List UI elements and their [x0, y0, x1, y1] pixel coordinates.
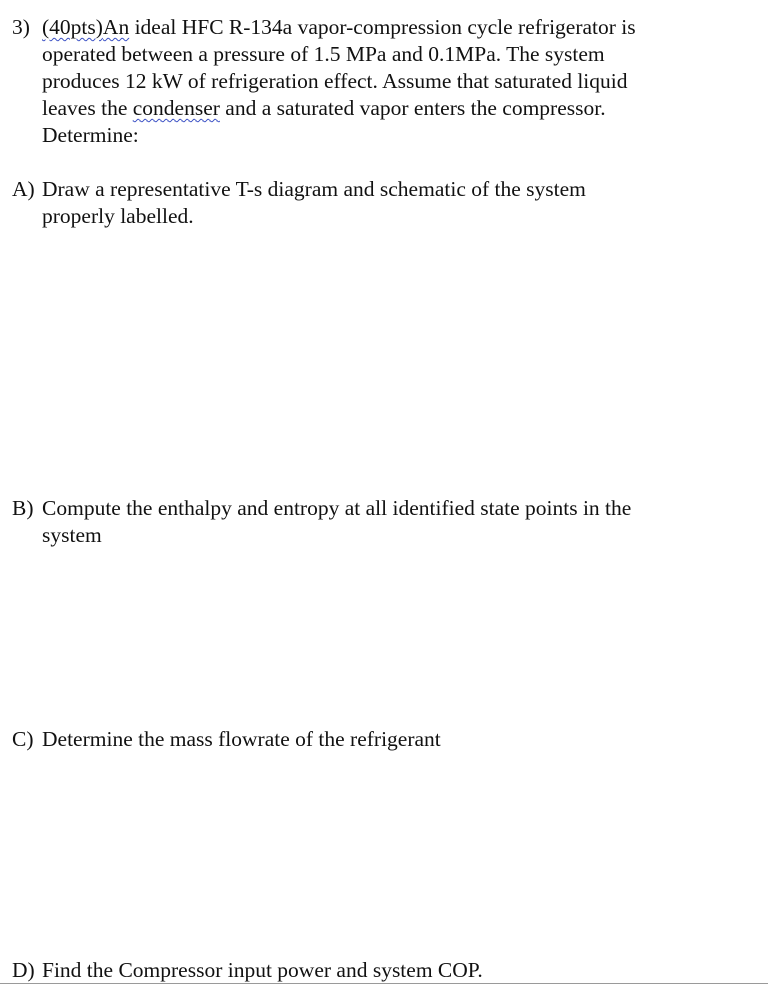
part-b-label: B) [12, 496, 34, 520]
part-b [12, 495, 752, 549]
part-d [12, 957, 752, 984]
part-d-label: D) [12, 958, 35, 982]
problem-line-4 [42, 95, 752, 122]
problem-line-2: operated between a pressure of 1.5 MPa and 0.1MPa. The system [42, 42, 605, 66]
problem-opening-word: An [102, 15, 130, 39]
problem-line-4-post: and a saturated vapor enters the compressor. [219, 96, 606, 120]
problem-line-4-pre: leaves the [42, 96, 133, 120]
problem-statement [12, 14, 752, 149]
page-bottom-edge [0, 983, 768, 984]
part-b-line-2: system [42, 523, 102, 547]
problem-line-1 [42, 14, 752, 41]
part-a-line-1: Draw a representative T-s diagram and schematic of the system [42, 177, 586, 201]
problem-line-5: Determine: [42, 123, 139, 147]
part-a [12, 176, 752, 230]
part-c [12, 726, 752, 753]
part-c-line-1: Determine the mass flowrate of the refrigerant [42, 727, 441, 751]
problem-line-1-text: ideal HFC R-134a vapor-compression cycle refrigerator is [129, 15, 636, 39]
part-d-line-1: Find the Compressor input power and system COP. [42, 958, 483, 982]
part-c-label: C) [12, 727, 34, 751]
problem-line-3: produces 12 kW of refrigeration effect. Assume that saturated liquid [42, 69, 628, 93]
part-b-line-1: Compute the enthalpy and entropy at all identified state points in the [42, 496, 632, 520]
part-a-line-2: properly labelled. [42, 204, 194, 228]
condenser-word: condenser [132, 96, 220, 120]
points-label: (40pts) [42, 15, 103, 39]
part-a-label: A) [12, 177, 35, 201]
problem-number: 3) [12, 15, 30, 39]
